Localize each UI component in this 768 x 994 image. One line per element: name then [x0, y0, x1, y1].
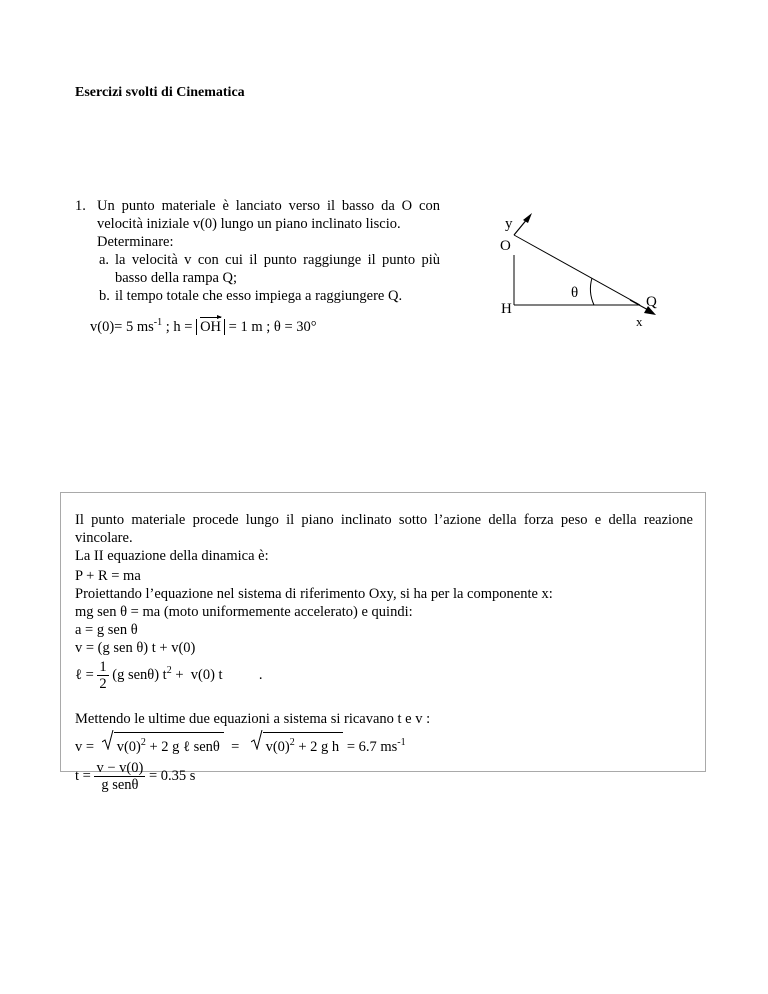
problem-text: Un punto materiale è lanciato verso il basso da O con velocità iniziale v(0) lungo un piano inclinato liscio. [97, 198, 440, 232]
v-rad2-sq: 2 [289, 737, 295, 748]
given-oh-magnitude [196, 319, 225, 335]
problem-number: 1. [75, 198, 86, 214]
v-result: = 6.7 ms [346, 738, 398, 755]
solution-p4: mg sen θ = ma (moto uniformemente accelerato) e quindi: [75, 604, 413, 620]
solution-v [75, 732, 693, 756]
given-data [90, 317, 317, 336]
sqrt-1 [102, 732, 224, 756]
item-text: il tempo totale che esso impiega a raggiungere Q. [115, 288, 403, 304]
problem-statement [75, 197, 440, 305]
v-prefix: v = [75, 738, 98, 755]
ell-prefix: ℓ = [75, 666, 94, 683]
v-rad2-rest: + 2 g h [294, 738, 340, 755]
problem-item-b [75, 287, 440, 305]
given-h-suffix: = 1 m ; θ = 30° [228, 318, 317, 335]
problem-item-a [75, 251, 440, 287]
solution-p2: La II equazione della dinamica è: [75, 548, 269, 564]
solution-p1: Il punto materiale procede lungo il piano inclinato sotto l’azione della forza peso e della reazione vincolare. [75, 512, 693, 546]
v-result-exp: -1 [397, 737, 406, 748]
v-eq: = [227, 738, 243, 755]
ell-tail: + v(0) t . [171, 666, 263, 683]
label-x: x [636, 314, 643, 329]
ell-fraction [97, 659, 108, 692]
solution-t [75, 760, 693, 793]
inclined-plane-diagram [490, 200, 670, 335]
v-rad1-sq: 2 [140, 737, 146, 748]
ell-num: 1 [99, 659, 107, 675]
item-label: b. [99, 288, 110, 304]
t-result: = 0.35 s [148, 767, 196, 784]
solution-newton [75, 565, 693, 585]
radical-sign-icon [102, 730, 114, 750]
sqrt-2 [251, 732, 344, 756]
problem-determinare: Determinare: [97, 234, 174, 250]
label-h: H [501, 301, 512, 317]
radical-sign-icon [251, 730, 263, 750]
solution-ell [75, 659, 693, 692]
v-rad1: v(0) [116, 738, 141, 755]
t-num: v − v(0) [96, 759, 144, 776]
ell-den: 2 [99, 676, 107, 692]
ell-exp: 2 [166, 665, 172, 676]
solution-p6: v = (g sen θ) t + v(0) [75, 640, 196, 656]
t-fraction [94, 760, 145, 793]
t-prefix: t = [75, 767, 95, 784]
angle-arc [590, 278, 594, 305]
ell-rest: (g senθ) t [112, 666, 167, 683]
item-label: a. [99, 252, 110, 268]
solution-p5: a = g sen θ [75, 622, 138, 638]
given-v0-exp: -1 [153, 317, 163, 328]
solution-text [75, 511, 693, 793]
given-v0: v(0)= 5 ms [90, 318, 154, 335]
page-title: Esercizi svolti di Cinematica [75, 85, 245, 100]
solution-p8: Mettendo le ultime due equazioni a sistema si ricavano t e v : [75, 711, 431, 727]
label-theta: θ [571, 285, 579, 301]
given-h-prefix: ; h = [165, 318, 197, 335]
v-rad2: v(0) [265, 738, 290, 755]
given-oh: OH [200, 318, 222, 335]
label-o: O [500, 238, 511, 254]
item-text: la velocità v con cui il punto raggiunge il punto più basso della rampa Q; [115, 252, 440, 286]
label-q: Q [646, 294, 657, 310]
solution-p3: Proiettando l’equazione nel sistema di riferimento Oxy, si ha per la componente x: [75, 586, 553, 602]
v-rad1-rest: + 2 g ℓ senθ [145, 738, 220, 755]
label-y: y [505, 216, 513, 232]
t-den: g senθ [101, 776, 139, 793]
newton-equation: P + R = ma [75, 568, 141, 584]
